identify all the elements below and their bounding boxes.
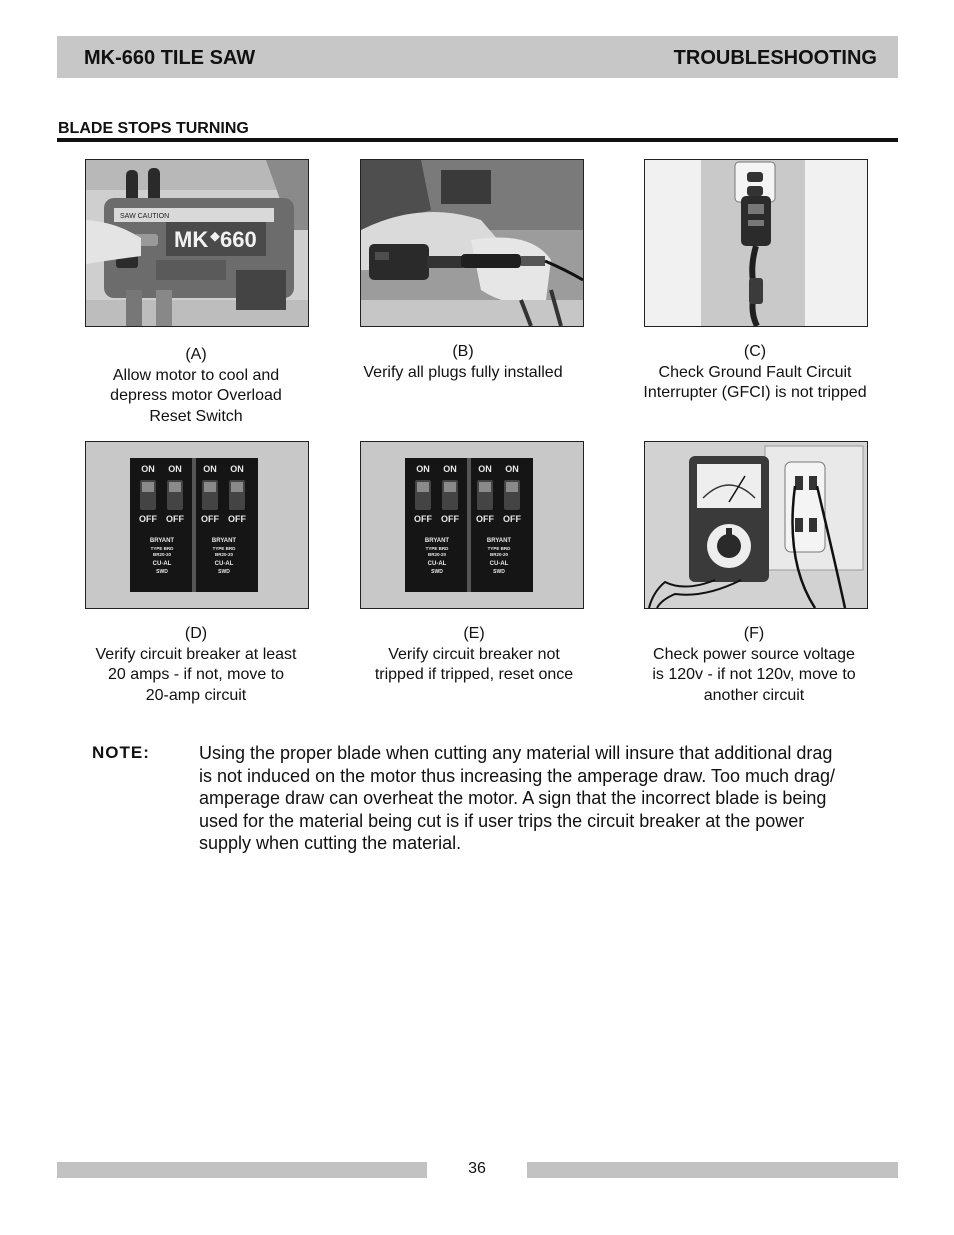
photo-d-breaker [85, 441, 309, 609]
svg-text:SWD: SWD [156, 569, 168, 575]
footer-bar-left [57, 1162, 427, 1178]
caption-letter: (C) [743, 343, 767, 360]
svg-text:BR20-20: BR20-20 [214, 552, 234, 557]
svg-text:BRYANT: BRYANT [486, 538, 512, 544]
caption-d [66, 624, 326, 706]
caption-letter: (A) [185, 346, 207, 363]
caption-line: 20 amps - if not, move to [107, 666, 285, 683]
caption-letter: (F) [743, 625, 765, 642]
page-number: 36 [468, 1160, 486, 1177]
svg-text:SWD: SWD [493, 569, 505, 575]
svg-text:OFF: OFF [476, 514, 494, 524]
svg-text:SWD: SWD [431, 569, 443, 575]
caption-line: another circuit [703, 686, 805, 704]
svg-text:BR20-20: BR20-20 [427, 552, 447, 557]
caption-line: Allow motor to cool and [112, 366, 280, 384]
caption-line: is 120v - if not 120v, move to [652, 666, 856, 683]
caption-letter: (D) [184, 625, 208, 642]
circuit-breaker-illustration [86, 442, 308, 608]
caption-line: Check power source voltage [653, 645, 855, 663]
section-title: BLADE STOPS TURNING [58, 120, 249, 137]
svg-text:OFF: OFF [228, 514, 246, 524]
note-text [199, 742, 879, 855]
caption-line: Verify all plugs fully installed [363, 363, 563, 381]
svg-text:TYPE BRD: TYPE BRD [212, 546, 236, 551]
svg-text:BR20-20: BR20-20 [489, 552, 509, 557]
footer-bar-right [527, 1162, 898, 1178]
note-line: amperage draw can overheat the motor. A sign that the incorrect blade is being [199, 788, 827, 809]
caption-line: tripped if tripped, reset once [374, 666, 574, 683]
photo-e-breaker [360, 441, 584, 609]
circuit-breaker-illustration [361, 442, 583, 608]
svg-text:SWD: SWD [218, 569, 230, 575]
caption-letter: (B) [452, 343, 474, 360]
plugs-illustration [361, 160, 583, 326]
svg-text:OFF: OFF [441, 514, 459, 524]
svg-text:ON: ON [141, 464, 155, 474]
document-title: MK-660 TILE SAW [84, 47, 256, 69]
multimeter-illustration [645, 442, 867, 608]
svg-text:OFF: OFF [414, 514, 432, 524]
note-line: supply when cutting the material. [199, 833, 462, 854]
photo-f-multimeter [644, 441, 868, 609]
caption-c [625, 342, 885, 404]
svg-text:BR20-20: BR20-20 [152, 552, 172, 557]
header-bar [57, 36, 898, 78]
note-line: Using the proper blade when cutting any material will insure that additional drag [199, 743, 833, 763]
photo-b-plugs [360, 159, 584, 327]
svg-text:OFF: OFF [139, 514, 157, 524]
svg-text:OFF: OFF [201, 514, 219, 524]
photo-a-motor-reset [85, 159, 309, 327]
svg-text:ON: ON [230, 464, 244, 474]
caption-line: Interrupter (GFCI) is not tripped [643, 384, 867, 401]
section-divider [57, 138, 898, 142]
note-label: NOTE: [92, 743, 150, 762]
svg-text:BRYANT: BRYANT [211, 538, 237, 544]
svg-text:CU-AL: CU-AL [489, 561, 509, 567]
svg-text:OFF: OFF [503, 514, 521, 524]
caption-line: Verify circuit breaker at least [95, 645, 297, 663]
caption-f [624, 624, 884, 706]
svg-text:SAW CAUTION: SAW CAUTION [120, 213, 170, 220]
svg-text:MK: MK [174, 227, 209, 252]
svg-text:CU-AL: CU-AL [152, 561, 172, 567]
svg-text:TYPE BRD: TYPE BRD [150, 546, 174, 551]
caption-letter: (E) [463, 625, 485, 642]
svg-text:ON: ON [203, 464, 217, 474]
saw-motor-illustration [86, 160, 308, 326]
svg-text:ON: ON [443, 464, 457, 474]
svg-text:ON: ON [505, 464, 519, 474]
caption-line: depress motor Overload [110, 387, 282, 404]
caption-b [333, 342, 593, 383]
svg-text:TYPE BRD: TYPE BRD [487, 546, 511, 551]
gfci-illustration [645, 160, 867, 326]
svg-text:660: 660 [220, 227, 257, 252]
caption-line: Verify circuit breaker not [388, 645, 560, 663]
svg-text:ON: ON [478, 464, 492, 474]
svg-text:CU-AL: CU-AL [214, 561, 234, 567]
svg-text:OFF: OFF [166, 514, 184, 524]
caption-line: 20-amp circuit [145, 686, 247, 704]
caption-line: Reset Switch [149, 407, 243, 425]
svg-text:BRYANT: BRYANT [424, 538, 450, 544]
note-line: is not induced on the motor thus increasing the amperage draw. Too much drag/ [199, 765, 836, 786]
svg-text:CU-AL: CU-AL [427, 561, 447, 567]
note-line: used for the material being cut is if user trips the circuit breaker at the power [199, 810, 805, 831]
caption-e [344, 624, 604, 686]
caption-line: Check Ground Fault Circuit [658, 363, 852, 381]
caption-a [66, 345, 326, 427]
svg-text:BRYANT: BRYANT [149, 538, 175, 544]
svg-text:ON: ON [168, 464, 182, 474]
chapter-title: TROUBLESHOOTING [673, 47, 877, 69]
svg-text:ON: ON [416, 464, 430, 474]
photo-c-gfci [644, 159, 868, 327]
svg-text:TYPE BRD: TYPE BRD [425, 546, 449, 551]
